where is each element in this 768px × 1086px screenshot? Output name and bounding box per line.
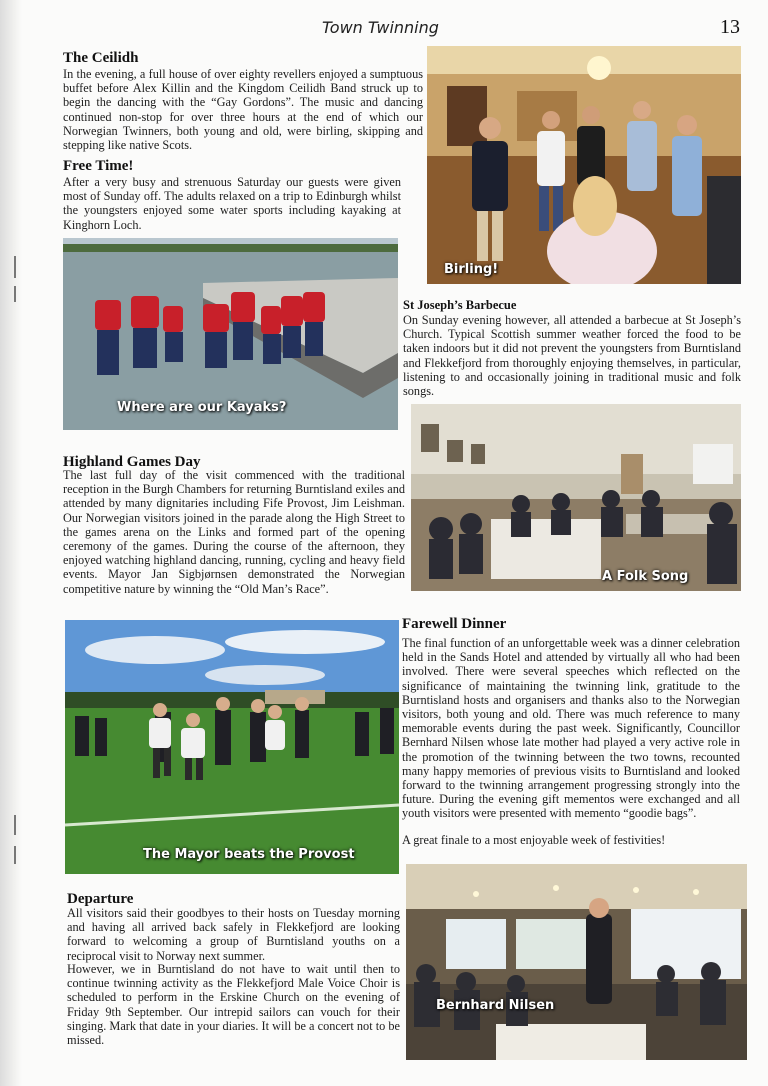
farewell-closing: A great finale to a most enjoyable week of festivities! xyxy=(402,833,666,847)
ceilidh-heading: The Ceilidh xyxy=(63,50,139,66)
farewell-text: The final function of an unforgettable week was a dinner celebration held in the Sands Hotel and attended by virtually all who had been involved. There were several speeches which reflected on the significance of maintaining the twinning link, gratitude to the Burntisland hosts and organisers and thanks also to the Norwegian visitors, both young and old. There was much reference to many memorable events during the past week. Significantly, Councillor Bernhard Nilsen whose late mother had played a very active role in the promotion of the twinning between the two towns, recounted many happy memories of previous visits to Burntisland and looked forward to the twinning arrangement progressing strongly into the future. During the evening gift mementos were exchanged and all youth visitors were presented with memento “goodie bags”. xyxy=(402,636,740,821)
nilsen-photo xyxy=(406,864,747,1060)
page-binding-shadow xyxy=(0,0,22,1086)
folk-song-caption: A Folk Song xyxy=(602,569,689,584)
free-time-heading: Free Time! xyxy=(63,158,134,174)
departure-heading: Departure xyxy=(67,891,134,907)
ceilidh-text: In the evening, a full house of over eighty revellers enjoyed a sumptuous buffet before Alex Killin and the Kingdom Ceilidh Band struck up to begin the dancing with the “Gay Gordons”. The music and dancing continued non-stop for over three hours at the end of which our Norwegian Twinners, both young and old, were birling, skipping and stepping like native Scots. xyxy=(63,67,423,153)
hotel-dinner-image xyxy=(406,864,747,1060)
church-hall-image xyxy=(411,404,741,591)
birling-caption: Birling! xyxy=(444,262,499,277)
binding-mark xyxy=(14,286,16,302)
folk-song-photo xyxy=(411,404,741,591)
dance-hall-image xyxy=(427,46,741,284)
mayor-caption: The Mayor beats the Provost xyxy=(143,847,355,862)
mayor-photo xyxy=(65,620,399,874)
games-field-image xyxy=(65,620,399,874)
farewell-heading: Farewell Dinner xyxy=(402,616,507,632)
barbecue-text: On Sunday evening however, all attended a barbecue at St Joseph’s Church. Typical Scottish summer weather forced the food to be taken indoors but it did not prevent the youngsters from Burntisland and Flekkefjord from thoroughly enjoying themselves, in particular, listening to and occasionally joining in traditional music and folk songs. xyxy=(403,313,741,399)
page-number: 13 xyxy=(720,16,740,38)
nilsen-caption: Bernhard Nilsen xyxy=(436,998,555,1013)
free-time-text: After a very busy and strenuous Saturday our guests were given most of Sunday off. The adults relaxed on a trip to Edinburgh whilst the youngsters enjoyed some water sports including kayaking at Kinghorn Loch. xyxy=(63,175,401,232)
highland-heading: Highland Games Day xyxy=(63,454,201,470)
kayaks-caption: Where are our Kayaks? xyxy=(117,400,287,415)
birling-photo xyxy=(427,46,741,284)
departure-text-2: However, we in Burntisland do not have to wait until then to continue twinning activity as the Flekkefjord Male Voice Choir is scheduled to perform in the Erskine Church on the evening of Friday 9th September. Our intrepid sailors can vouch for their singing. Mark that date in your diaries. It will be a concert not to be missed. xyxy=(67,962,400,1048)
barbecue-heading: St Joseph’s Barbecue xyxy=(403,298,517,312)
binding-mark xyxy=(14,256,16,278)
binding-mark xyxy=(14,815,16,835)
binding-mark xyxy=(14,846,16,864)
departure-text-1: All visitors said their goodbyes to their hosts on Tuesday morning and having all arrived back safely in Flekkefjord are looking forward to welcoming a group of Burntisland youths on a reciprocal visit to Norway next summer. xyxy=(67,906,400,963)
highland-text: The last full day of the visit commenced with the traditional reception in the Burgh Chambers for returning Burntisland exiles and attended by many dignitaries including Fife Provost, Jim Leishman. Our Norwegian visitors joined in the parade along the High Street to the games arena on the Links and formed part of the opening ceremony of the games. During the course of the afternoon, they enjoyed watching highland dancing, running, cycling and heavy field events. Mayor Jan Sigbjørnsen demonstrated the Norwegian competitive nature by winning the “Old Man’s Race”. xyxy=(63,468,405,596)
running-head: Town Twinning xyxy=(322,18,439,37)
